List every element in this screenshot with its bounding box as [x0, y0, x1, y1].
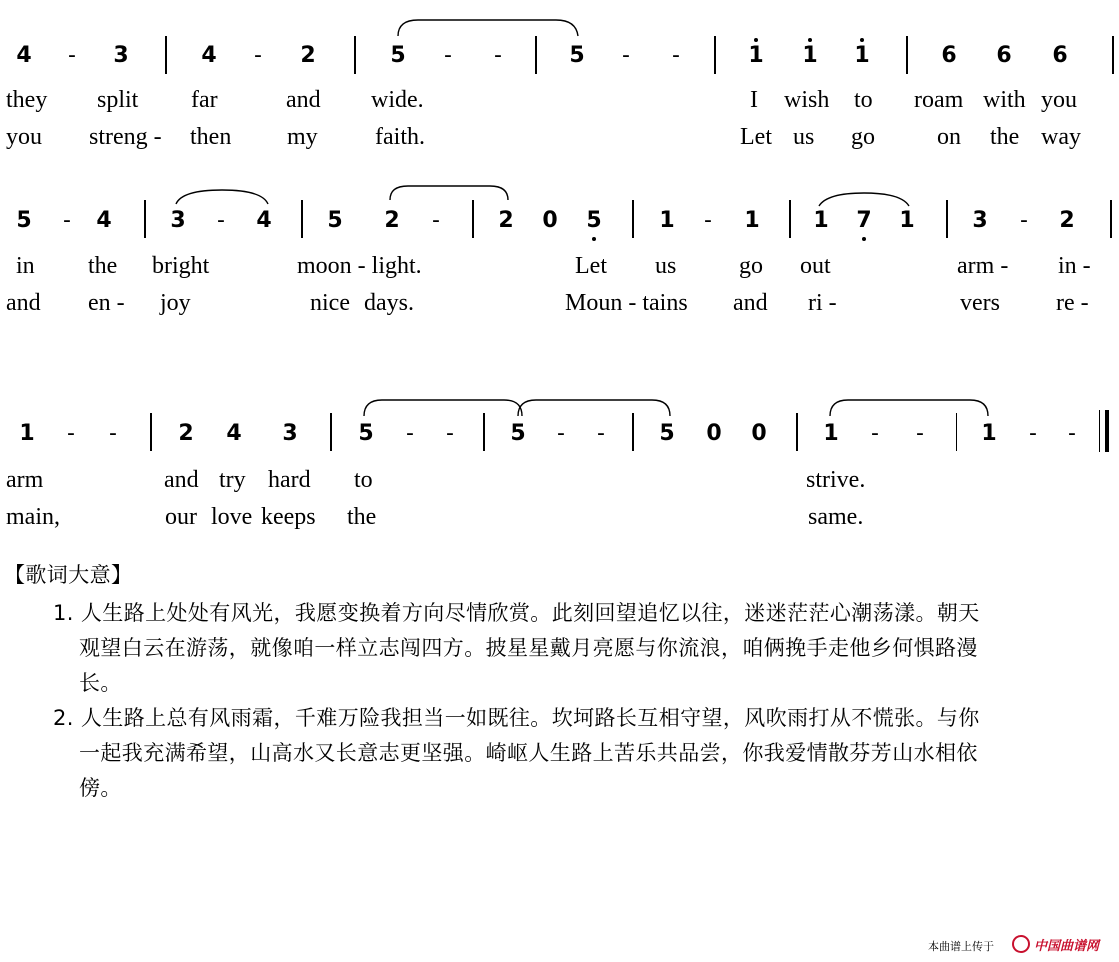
note-high: 1 [850, 42, 874, 70]
lyric: go [851, 124, 875, 150]
slur [386, 180, 512, 204]
lyric: days. [364, 290, 414, 316]
slur [514, 396, 674, 418]
lyric: nice [310, 290, 350, 316]
note: 2 [498, 208, 514, 233]
verse-2-line: 2. 人生路上总有风雨霜，千难万险我担当一如既往。坎坷路长互相守望，风吹雨打从不慌张。与你 [53, 706, 980, 730]
note: 1 [981, 421, 997, 446]
note: 4 [201, 43, 217, 68]
note-dash: - [622, 43, 630, 68]
bar-line [483, 413, 485, 451]
lyric: Let [575, 253, 607, 279]
lyric: the [347, 504, 377, 530]
lyric: to [354, 467, 373, 493]
lyric: on [937, 124, 961, 150]
verse-2-line: 傍。 [79, 776, 122, 800]
note: 0 [751, 421, 767, 446]
bar-line [789, 200, 791, 238]
note-dash: - [68, 43, 76, 68]
note-dash: - [1020, 208, 1028, 233]
slur [815, 190, 913, 208]
note: 4 [96, 208, 112, 233]
note: 1 [19, 421, 35, 446]
note-low: 7 [852, 207, 876, 235]
bar-line [632, 413, 634, 451]
slur [826, 396, 992, 418]
note: 3 [113, 43, 129, 68]
lyric: the [88, 253, 118, 279]
lyric: vers [960, 290, 1000, 316]
note: 4 [256, 208, 272, 233]
note: 3 [972, 208, 988, 233]
note-dash: - [406, 421, 414, 446]
bar-line [150, 413, 152, 451]
lyric: and [286, 87, 321, 113]
lyric: way [1041, 124, 1081, 150]
note: 2 [1059, 208, 1075, 233]
lyric: they [6, 87, 48, 113]
lyric: go [739, 253, 763, 279]
note: 5 [390, 43, 406, 68]
note-dash: - [597, 421, 605, 446]
bar-line [906, 36, 908, 74]
bar-line [1112, 36, 1114, 74]
note: 4 [16, 43, 32, 68]
final-bar-line [1099, 410, 1100, 452]
note: 5 [659, 421, 675, 446]
bar-line [535, 36, 537, 74]
verse-1-line: 观望白云在游荡，就像咱一样立志闯四方。披星星戴月亮愿与你流浪，咱俩挽手走他乡何惧路漫 [79, 636, 978, 660]
lyric: hard [268, 467, 311, 493]
site-logo-icon [1012, 935, 1030, 953]
note: 1 [744, 208, 760, 233]
bar-line [632, 200, 634, 238]
lyric: with [983, 87, 1026, 113]
note-dash: - [217, 208, 225, 233]
note: 6 [941, 43, 957, 68]
note-dash: - [446, 421, 454, 446]
bar-line [165, 36, 167, 74]
final-bar-line-thick [1105, 410, 1109, 452]
note: 1 [813, 208, 829, 233]
lyric: the [990, 124, 1020, 150]
bar-line [1110, 200, 1112, 238]
lyric: you [1041, 87, 1077, 113]
note-high: 1 [798, 42, 822, 70]
site-name[interactable]: 中国曲谱网 [1034, 939, 1100, 954]
note-dash: - [672, 43, 680, 68]
lyric: I [750, 87, 758, 113]
lyric: main, [6, 504, 60, 530]
lyric: strive. [806, 467, 866, 493]
bar-line [472, 200, 474, 238]
lyric: same. [808, 504, 864, 530]
note: 2 [384, 208, 400, 233]
slur [360, 396, 526, 418]
lyric: Let [740, 124, 772, 150]
note-dash: - [444, 43, 452, 68]
lyric: joy [160, 290, 191, 316]
lyric: try [219, 467, 246, 493]
lyric: roam [914, 87, 964, 113]
verse-2-line: 一起我充满希望，山高水又长意志更坚强。崎岖人生路上苦乐共品尝，你我爱情散芬芳山水相依 [79, 741, 978, 765]
note: 1 [823, 421, 839, 446]
note: 2 [300, 43, 316, 68]
note-dash: - [704, 208, 712, 233]
note: 3 [170, 208, 186, 233]
lyric: then [190, 124, 232, 150]
bar-line [144, 200, 146, 238]
note-dash: - [1068, 421, 1076, 446]
lyric: you [6, 124, 42, 150]
note: 6 [996, 43, 1012, 68]
note: 0 [706, 421, 722, 446]
note: 2 [178, 421, 194, 446]
lyric: bright [152, 253, 210, 279]
lyric: moon - light. [297, 253, 422, 279]
lyric: wish [784, 87, 830, 113]
note: 5 [16, 208, 32, 233]
lyric: arm [6, 467, 44, 493]
lyric: and [6, 290, 41, 316]
bar-line [301, 200, 303, 238]
lyric: in - [1058, 253, 1091, 279]
verse-1-line: 长。 [79, 671, 122, 695]
note: 5 [358, 421, 374, 446]
note-dash: - [916, 421, 924, 446]
lyric: and [164, 467, 199, 493]
note-dash: - [871, 421, 879, 446]
slur [172, 186, 272, 206]
lyric: ri - [808, 290, 837, 316]
lyric: and [733, 290, 768, 316]
note: 5 [510, 421, 526, 446]
lyric: out [800, 253, 831, 279]
lyric: in [16, 253, 35, 279]
note: 4 [226, 421, 242, 446]
lyric: our [165, 504, 197, 530]
note: 5 [569, 43, 585, 68]
lyric: wide. [371, 87, 424, 113]
bar-line [330, 413, 332, 451]
lyric: love [211, 504, 253, 530]
lyric: to [854, 87, 873, 113]
lyric: re - [1056, 290, 1089, 316]
upload-note: 本曲谱上传于 [928, 940, 994, 953]
note-low: 5 [582, 207, 606, 235]
bar-line [946, 200, 948, 238]
lyric: split [97, 87, 139, 113]
lyric: my [287, 124, 318, 150]
lyric: us [655, 253, 677, 279]
lyric: en - [88, 290, 125, 316]
meaning-heading: 【歌词大意】 [4, 563, 133, 587]
note-high: 1 [744, 42, 768, 70]
note-dash: - [109, 421, 117, 446]
note: 3 [282, 421, 298, 446]
bar-line [956, 413, 957, 451]
note: 1 [659, 208, 675, 233]
lyric: us [793, 124, 815, 150]
note-dash: - [557, 421, 565, 446]
note: 5 [327, 208, 343, 233]
verse-1-line: 1. 人生路上处处有风光，我愿变换着方向尽情欣赏。此刻回望追忆以往，迷迷茫茫心潮荡漾。朝天 [53, 601, 980, 625]
lyric: faith. [375, 124, 425, 150]
note-dash: - [63, 208, 71, 233]
note: 6 [1052, 43, 1068, 68]
lyric: arm - [957, 253, 1009, 279]
note-dash: - [1029, 421, 1037, 446]
lyric: streng - [89, 124, 162, 150]
note-dash: - [254, 43, 262, 68]
bar-line [796, 413, 798, 451]
note-dash: - [494, 43, 502, 68]
bar-line [714, 36, 716, 74]
note: 1 [899, 208, 915, 233]
lyric: Moun - tains [565, 290, 688, 316]
bar-line [354, 36, 356, 74]
note-dash: - [67, 421, 75, 446]
lyric: far [191, 87, 218, 113]
slur [394, 16, 584, 40]
lyric: keeps [261, 504, 316, 530]
note: 0 [542, 208, 558, 233]
note-dash: - [432, 208, 440, 233]
